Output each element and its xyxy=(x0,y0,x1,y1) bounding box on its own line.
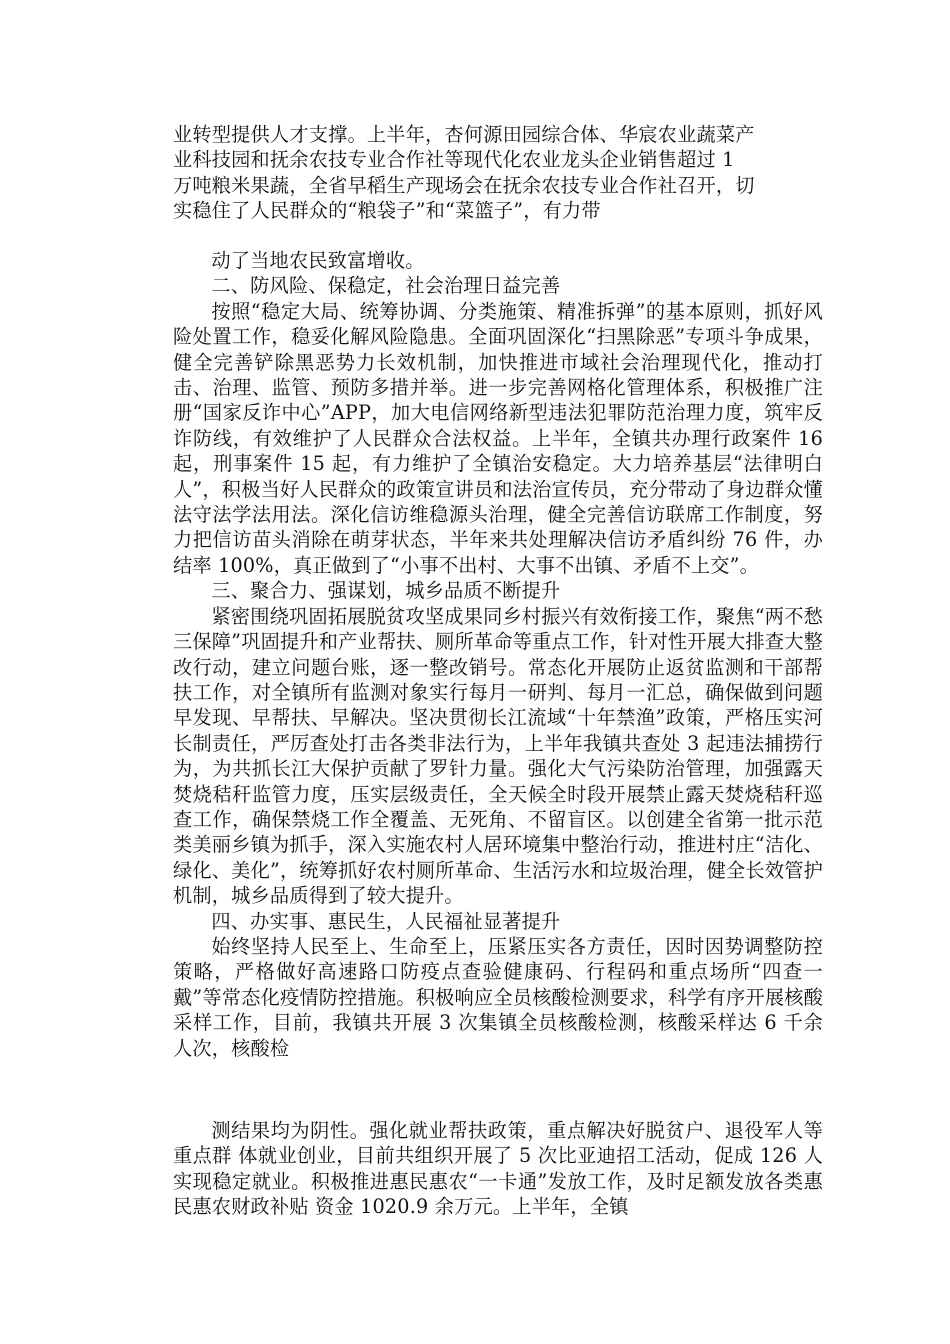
text-line: 业科技园和抚余农技专业合作社等现代化农业龙头企业销售超过 1 xyxy=(173,148,735,172)
paragraph-urban-rural: 紧密围绕巩固拓展脱贫攻坚成果同乡村振兴有效衔接工作，聚焦“两不愁三保障”巩固提升和产业帮扶、厕所革命等重点工作，针对性开展大排查大整改行动，建立问题台账，逐一整改销号。常态化开展防止返贫监测和干部帮扶工作，对全镇所有监测对象实行每月一研判、每月一汇总，确保做到问题早发现、早帮扶、早解决。坚决贯彻长江流域“十年禁渔”政策，严格压实河长制责任，严厉查处打击各类非法行为，上半年我镇共查处 3 起违法捕捞行为，为共抓长江大保护贡献了罗针力量。强化大气污染防治管理，加强露天焚烧秸秆监管力度，压实层级责任，全天候全时段开展禁止露天焚烧秸秆巡查工作，确保禁烧工作全覆盖、无死角、不留盲区。以创建全省第一批示范类美丽乡镇为抓手，深入实施农村人居环境集中整治行动，推进村庄“洁化、绿化、美化”，统筹抓好农村厕所革命、生活污水和垃圾治理，健全长效管护机制，城乡品质得到了较大提升。 xyxy=(173,604,823,908)
paragraph-risk-prevention: 按照“稳定大局、统筹协调、分类施策、精准拆弹”的基本原则，抓好风险处置工作，稳妥化解风险隐患。全面巩固深化“扫黑除恶”专项斗争成果，健全完善铲除黑恶势力长效机制，加快推进市域社会治理现代化，推动打击、治理、监管、预防多措并举。进一步完善网格化管理体系，积极推广注册“国家反诈中心”APP，加大电信网络新型违法犯罪防范治理力度，筑牢反诈防线，有效维护了人民群众合法权益。上半年，全镇共办理行政案件 16 起，刑事案件 15 起，有力维护了全镇治安稳定。大力培养基层“法律明白人”，积极当好人民群众的政策宣讲员和法治宣传员，充分带动了身边群众懂法守法学法用法。深化信访维稳源头治理，健全完善信访联席工作制度，努力把信访苗头消除在萌芽状态，半年来共处理解决信访矛盾纠纷 76 件，办结率 100%，真正做到了“小事不出村、大事不出镇、矛盾不上交”。 xyxy=(173,299,823,577)
paragraph-block-bottom xyxy=(173,1118,823,1220)
text-line: 万吨粮米果蔬，全省早稻生产现场会在抚余农技专业合作社召开，切 xyxy=(173,173,755,197)
text-line: 业转型提供人才支撑。上半年，杏何源田园综合体、华宸农业蔬菜产 xyxy=(173,123,755,146)
section-heading-2: 二、防风险、保稳定，社会治理日益完善 xyxy=(211,274,561,298)
paragraph-block-top xyxy=(173,122,823,224)
paragraph-continuation: 动了当地农民致富增收。 xyxy=(211,249,425,272)
section-heading-4: 四、办实事、惠民生，人民福祉显著提升 xyxy=(211,909,561,933)
paragraph-block-middle xyxy=(173,248,823,1061)
paragraph-employment: 测结果均为阴性。强化就业帮扶政策，重点解决好脱贫户、退役军人等重点群 体就业创业，目前共组织开展了 5 次比亚迪招工活动，促成 126 人实现稳定就业。积极推进惠民惠农“一卡通”发放工作，及时足额发放各类惠民惠农财政补贴 资金 1020.9 余万元。上半年，全镇 xyxy=(173,1119,823,1219)
text-line: 实稳住了人民群众的“粮袋子”和“菜篮子”，有力带 xyxy=(173,199,601,223)
section-heading-3: 三、聚合力、强谋划，城乡品质不断提升 xyxy=(211,579,561,603)
paragraph-livelihood: 始终坚持人民至上、生命至上，压紧压实各方责任，因时因势调整防控策略，严格做好高速路口防疫点查验健康码、行程码和重点场所“四查一戴”等常态化疫情防控措施。积极响应全员核酸检测要求，科学有序开展核酸采样工作，目前，我镇共开展 3 次集镇全员核酸检测，核酸采样达 6 千余人次，核酸检 xyxy=(173,934,823,1060)
